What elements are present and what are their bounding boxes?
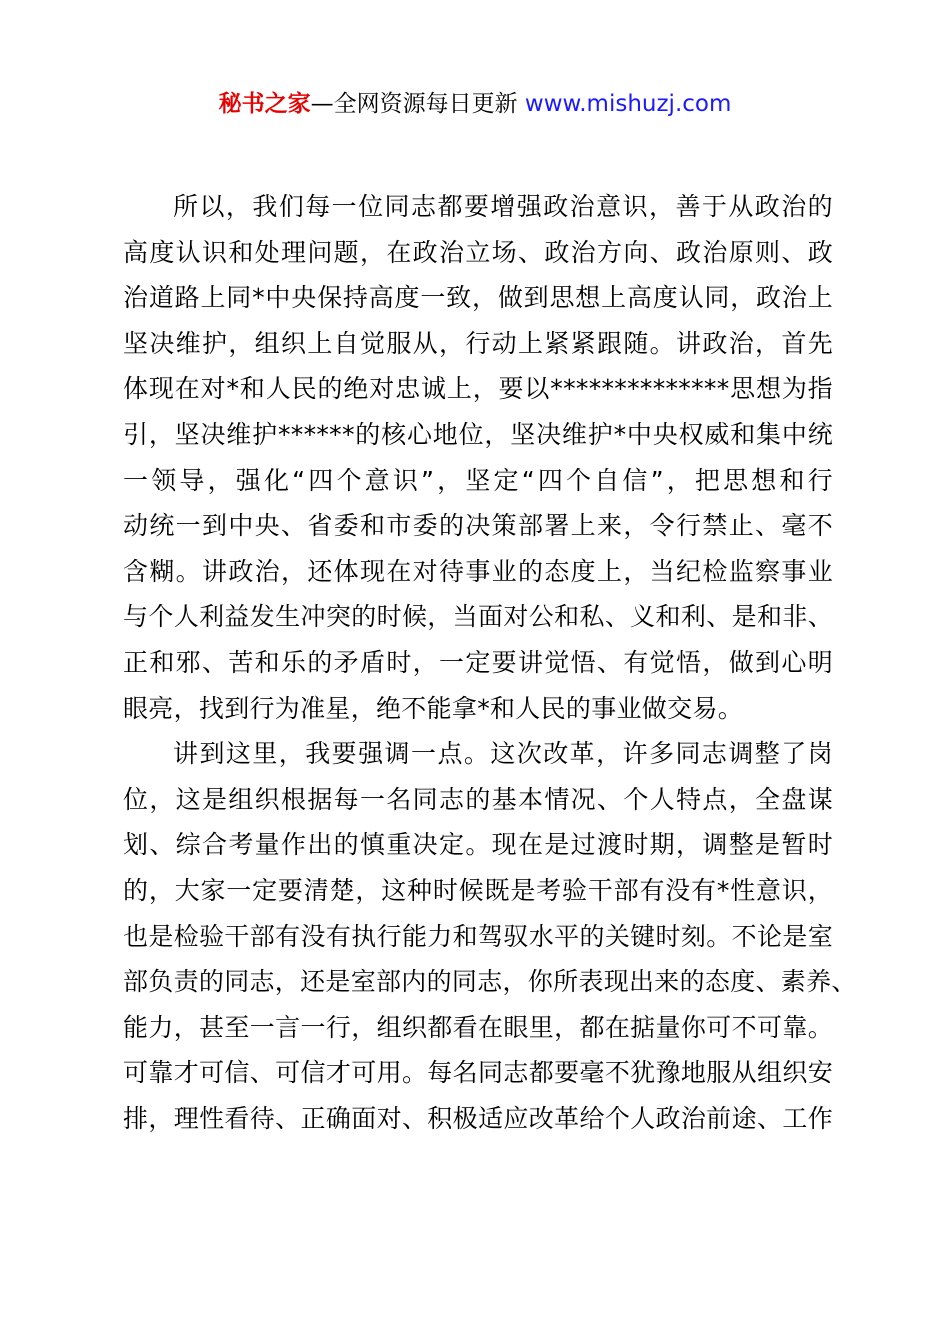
text-line: 眼亮，找到行为准星，绝不能拿*和人民的事业做交易。	[123, 693, 744, 723]
text-line: 动统一到中央、省委和市委的决策部署上来，令行禁止、毫不	[123, 511, 833, 541]
text-line: 高度认识和处理问题，在政治立场、政治方向、政治原则、政	[123, 237, 833, 267]
site-header	[0, 88, 950, 120]
text-line: 体现在对*和人民的绝对忠诚上，要以**************思想为指	[123, 374, 833, 404]
text-line: 讲到这里，我要强调一点。这次改革，许多同志调整了岗	[173, 739, 833, 769]
text-line: 可靠才可信、可信才可用。每名同志都要毫不犹豫地服从组织安	[123, 1058, 833, 1088]
text-line: 引，坚决维护******的核心地位，坚决维护*中央权威和集中统	[123, 419, 833, 449]
text-line: 位，这是组织根据每一名同志的基本情况、个人特点，全盘谋	[123, 784, 833, 814]
text-line: 排，理性看待、正确面对、积极适应改革给个人政治前途、工作	[123, 1103, 833, 1133]
text-line: 所以，我们每一位同志都要增强政治意识，善于从政治的	[173, 192, 833, 221]
text-line: 也是检验干部有没有执行能力和驾驭水平的关键时刻。不论是室	[123, 921, 833, 951]
paragraph-2	[123, 731, 857, 1141]
text-line: 正和邪、苦和乐的矛盾时，一定要讲觉悟、有觉悟，做到心明	[123, 647, 833, 677]
text-line: 与个人利益发生冲突的时候，当面对公和私、义和利、是和非、	[123, 602, 833, 632]
text-line: 治道路上同*中央保持高度一致，做到思想上高度认同，政治上	[123, 283, 833, 313]
site-url-link[interactable]: www.mishuzj.com	[524, 91, 732, 117]
text-line: 一领导，强化“四个意识”，坚定“四个自信”，把思想和行	[123, 465, 833, 495]
text-line: 含糊。讲政治，还体现在对待事业的态度上，当纪检监察事业	[123, 556, 833, 586]
text-line: 坚决维护，组织上自觉服从，行动上紧紧跟随。讲政治，首先	[123, 328, 833, 358]
site-brand: 秘书之家	[218, 91, 311, 117]
paragraph-1	[123, 184, 833, 731]
document-body	[123, 184, 857, 1141]
text-line: 的，大家一定要清楚，这种时候既是考验干部有没有*性意识，	[123, 875, 833, 905]
text-line: 划、综合考量作出的慎重决定。现在是过渡时期，调整是暂时	[123, 830, 833, 860]
site-tagline: —全网资源每日更新	[310, 91, 525, 117]
text-line: 能力，甚至一言一行，组织都看在眼里，都在掂量你可不可靠。	[123, 1012, 833, 1042]
text-line: 部负责的同志，还是室部内的同志，你所表现出来的态度、素养、	[123, 967, 857, 997]
